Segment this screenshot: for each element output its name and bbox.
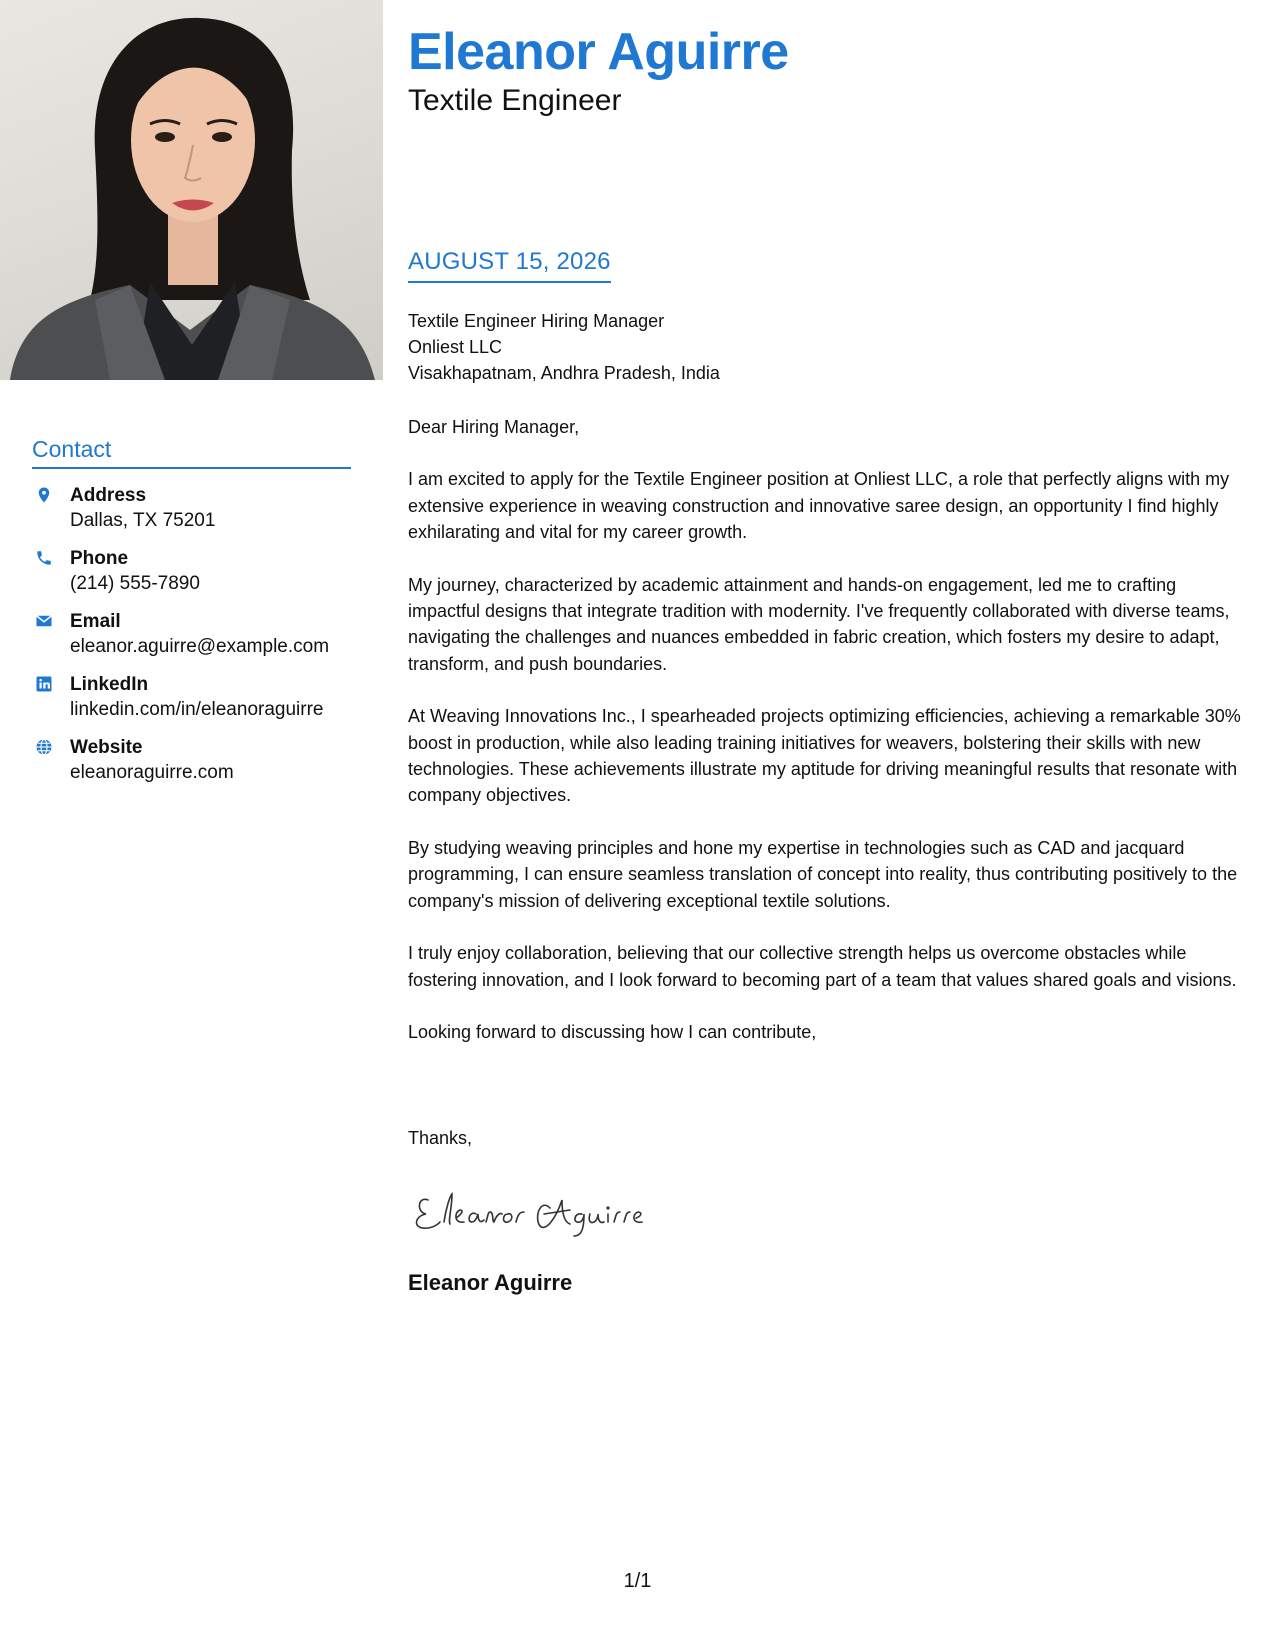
contact-section bbox=[32, 436, 351, 798]
recipient-block bbox=[408, 308, 720, 386]
sign-off: Thanks, bbox=[408, 1128, 473, 1148]
letter-body bbox=[408, 414, 1248, 1071]
applicant-name: Eleanor Aguirre bbox=[408, 23, 789, 81]
contact-item-phone bbox=[32, 546, 351, 596]
closing-line: Looking forward to discussing how I can contribute, bbox=[408, 1021, 817, 1042]
contact-value: eleanor.aguirre@example.com bbox=[70, 636, 330, 657]
contact-value: Dallas, TX 75201 bbox=[70, 510, 216, 531]
recipient-line: Textile Engineer Hiring Manager bbox=[408, 311, 665, 331]
paragraph: At Weaving Innovations Inc., I spearheaded projects optimizing efficiencies, achieving a remarkable 30% boost in production, while also leading training initiatives for weavers, bolstering their skills with new technologies. These achievements illustrate my aptitude for driving meaningful results that resonate with company objectives. bbox=[408, 706, 1241, 806]
paragraph: I truly enjoy collaboration, believing that our collective strength helps us overcome obstacles while fostering innovation, and I look forward to becoming part of a team that values shared goals and visions. bbox=[408, 943, 1237, 990]
signature-image bbox=[410, 1178, 680, 1238]
contact-value: eleanoraguirre.com bbox=[70, 762, 234, 783]
profile-photo bbox=[0, 0, 383, 380]
page-number: 1/1 bbox=[623, 1570, 652, 1592]
contact-value: (214) 555-7890 bbox=[70, 573, 200, 594]
contact-label: LinkedIn bbox=[70, 674, 149, 695]
recipient-location: Visakhapatnam, Andhra Pradesh, India bbox=[408, 363, 720, 383]
contact-label: Website bbox=[70, 737, 143, 758]
contact-item-address bbox=[32, 483, 351, 533]
contact-label: Email bbox=[70, 611, 121, 632]
contact-item-linkedin bbox=[32, 672, 351, 722]
map-pin-icon bbox=[35, 486, 53, 504]
contact-value: linkedin.com/in/eleanoraguirre bbox=[70, 699, 324, 720]
phone-icon bbox=[35, 549, 53, 567]
contact-item-website bbox=[32, 735, 351, 785]
contact-item-email bbox=[32, 609, 351, 659]
contact-label: Phone bbox=[70, 548, 129, 569]
globe-icon bbox=[35, 738, 53, 756]
paragraph: My journey, characterized by academic attainment and hands-on engagement, led me to crafting impactful designs that integrate tradition with modernity. I've frequently collaborated with diverse teams, navigating the challenges and nuances embedded in fabric creation, which fosters my desire to adapt, transform, and push boundaries. bbox=[408, 574, 1230, 674]
contact-label: Address bbox=[70, 485, 147, 506]
letter-date: AUGUST 15, 2026 bbox=[408, 248, 611, 283]
recipient-company: Onliest LLC bbox=[408, 337, 503, 357]
contact-heading: Contact bbox=[32, 436, 351, 469]
paragraph: By studying weaving principles and hone my expertise in technologies such as CAD and jacquard programming, I can ensure seamless translation of concept into reality, thus contributing positively to the company's mission of delivering exceptional textile solutions. bbox=[408, 837, 1238, 911]
paragraph: I am excited to apply for the Textile Engineer position at Onliest LLC, a role that perfectly aligns with my extensive experience in weaving construction and innovative saree design, an opportunity I find highly exhilarating and vital for my career growth. bbox=[408, 469, 1230, 543]
linkedin-icon bbox=[35, 675, 53, 693]
job-title: Textile Engineer bbox=[408, 84, 622, 117]
sender-name: Eleanor Aguirre bbox=[408, 1270, 573, 1295]
envelope-icon bbox=[35, 612, 53, 630]
greeting: Dear Hiring Manager, bbox=[408, 417, 580, 437]
contact-list bbox=[32, 483, 351, 785]
